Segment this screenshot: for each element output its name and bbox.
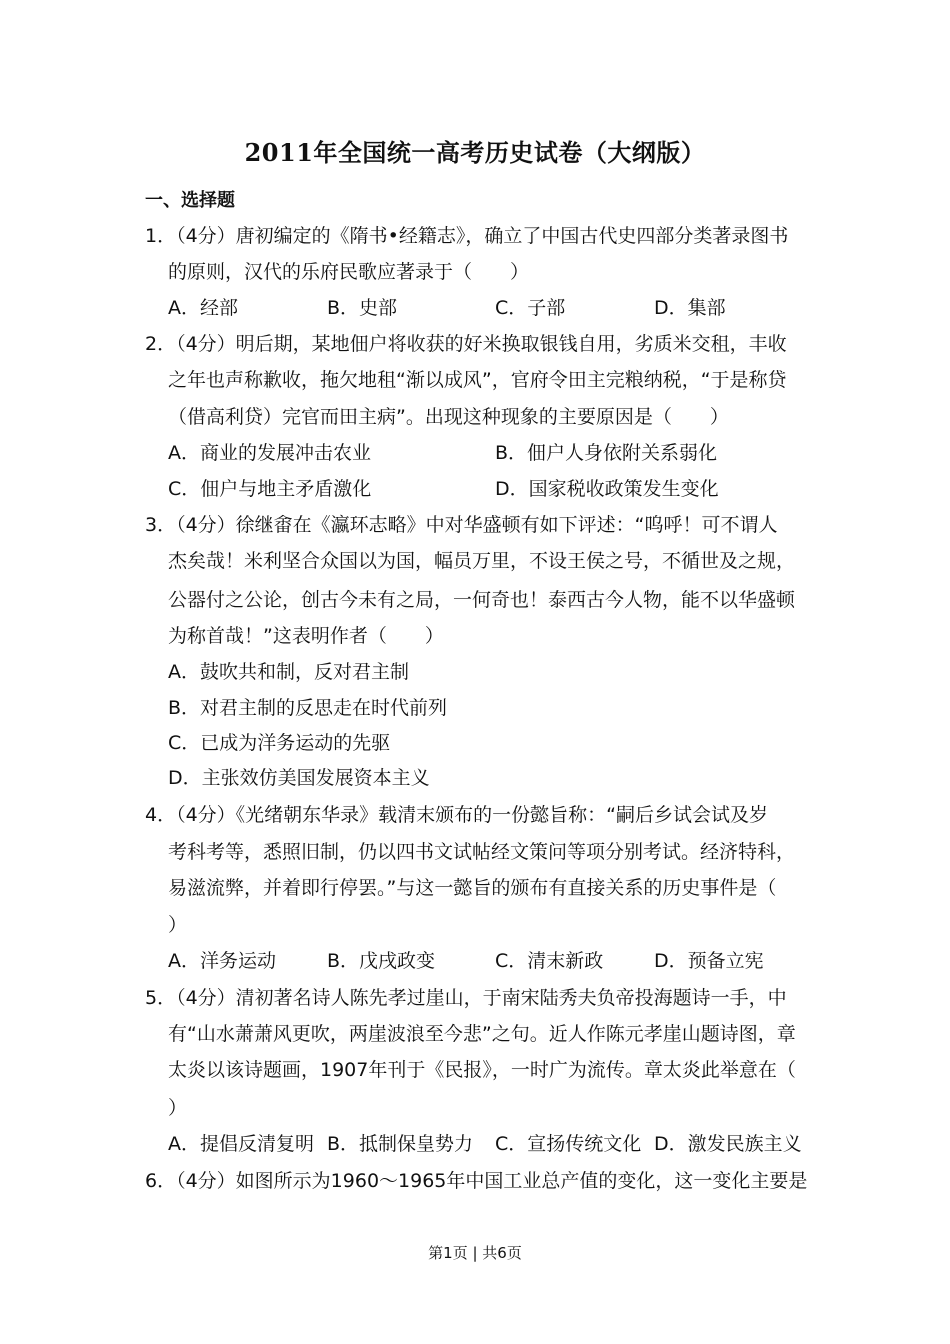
question-4-line-3: 易滋流弊，并着即行停罢。”与这一懿旨的颁布有直接关系的历史事件是（ xyxy=(168,877,777,899)
question-4-option-c: C．清末新政 xyxy=(495,950,604,972)
question-1-option-d: D．集部 xyxy=(654,297,726,319)
question-3-line-3: 公器付之公论，创古今未有之局，一何奇也！泰西古今人物，能不以华盛顿 xyxy=(168,589,796,611)
question-3-option-b: B．对君主制的反思走在时代前列 xyxy=(168,697,448,719)
question-1-line-2: 的原则，汉代的乐府民歌应著录于（ ） xyxy=(168,261,530,283)
question-2-option-a: A．商业的发展冲击农业 xyxy=(168,442,371,464)
question-6-line-1: 6．（4分）如图所示为1960～1965年中国工业总产值的变化，这一变化主要是 xyxy=(145,1170,808,1192)
question-2-line-1: 2．（4分）明后期，某地佃户将收获的好米换取银钱自用，劣质米交租，丰收 xyxy=(145,333,787,355)
question-3-option-d: D．主张效仿美国发展资本主义 xyxy=(168,767,430,789)
question-2-option-d: D．国家税收政策发生变化 xyxy=(495,478,719,500)
question-4-option-b: B．戊戌政变 xyxy=(327,950,436,972)
question-5-line-1: 5．（4分）清初著名诗人陈先孝过崖山，于南宋陆秀夫负帝投海题诗一手，中 xyxy=(145,987,787,1009)
page-footer: 第1页 | 共6页 xyxy=(428,1244,522,1262)
question-2-option-b: B．佃户人身依附关系弱化 xyxy=(495,442,718,464)
question-5-option-b: B．抵制保皇势力 xyxy=(327,1133,474,1155)
question-4-line-4: ） xyxy=(168,914,188,936)
question-4-line-2: 考科考等，悉照旧制，仍以四书文试帖经文策问等项分别考试。经济特科， xyxy=(168,841,796,863)
question-4-option-d: D．预备立宪 xyxy=(654,950,764,972)
question-1-option-a: A．经部 xyxy=(168,297,238,319)
question-1-option-b: B．史部 xyxy=(327,297,398,319)
page-title: 2011年全国统一高考历史试卷（大纲版） xyxy=(244,138,706,167)
question-3-line-1: 3．（4分）徐继畬在《瀛环志略》中对华盛顿有如下评述：“呜呼！可不谓人 xyxy=(145,514,778,536)
question-1-option-c: C．子部 xyxy=(495,297,566,319)
question-2-line-2: 之年也声称歉收，拖欠地租“渐以成风”，官府令田主完粮纳税，“于是称贷 xyxy=(168,369,787,391)
question-5-line-2: 有“山水萧萧风更吹，两崖波浪至今悲”之句。近人作陈元孝崖山题诗图，章 xyxy=(168,1023,796,1045)
question-5-line-3: 太炎以该诗题画，1907年刊于《民报》，一时广为流传。章太炎此举意在（ xyxy=(168,1059,796,1081)
question-4-option-a: A．洋务运动 xyxy=(168,950,276,972)
question-3-line-2: 杰矣哉！米利坚合众国以为国，幅员万里，不设王侯之号，不循世及之规， xyxy=(168,550,796,572)
question-2-option-c: C．佃户与地主矛盾激化 xyxy=(168,478,372,500)
question-5-option-d: D．激发民族主义 xyxy=(654,1133,802,1155)
question-5-line-4: ） xyxy=(168,1097,188,1119)
section-heading: 一、选择题 xyxy=(145,190,235,211)
question-5-option-a: A．提倡反清复明 xyxy=(168,1133,314,1155)
question-5-option-c: C．宣扬传统文化 xyxy=(495,1133,642,1155)
question-2-line-3: （借高利贷）完官而田主病”。出现这种现象的主要原因是（ ） xyxy=(168,406,729,428)
question-3-option-a: A．鼓吹共和制，反对君主制 xyxy=(168,661,409,683)
question-4-line-1: 4．（4分）《光绪朝东华录》载清末颁布的一份懿旨称：“嗣后乡试会试及岁 xyxy=(145,804,769,826)
question-3-option-c: C．已成为洋务运动的先驱 xyxy=(168,732,391,754)
question-1-line-1: 1．（4分）唐初编定的《隋书•经籍志》，确立了中国古代史四部分类著录图书 xyxy=(145,225,789,247)
question-3-line-4: 为称首哉！”这表明作者（ ） xyxy=(168,625,444,647)
